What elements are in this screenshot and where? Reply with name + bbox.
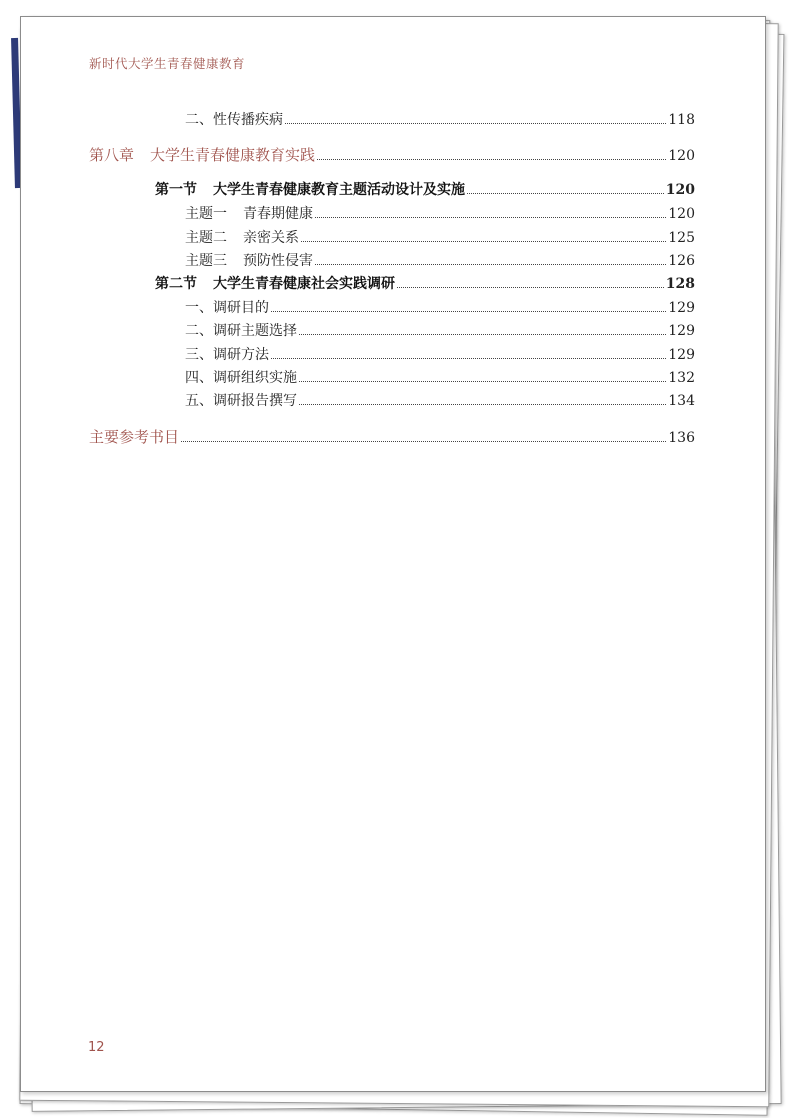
dot-leader <box>315 217 666 218</box>
toc-entry-page: 129 <box>668 347 695 363</box>
toc-entry-page: 136 <box>668 430 695 446</box>
toc-entry-page: 118 <box>668 112 695 128</box>
toc-entry-page: 126 <box>668 253 695 269</box>
table-of-contents <box>21 17 765 1091</box>
dot-leader <box>317 159 666 160</box>
dot-leader <box>271 311 666 312</box>
toc-entry-page: 120 <box>668 148 695 164</box>
chapter-label: 第八章 <box>89 146 135 164</box>
toc-entry-survey-method[interactable] <box>185 344 695 364</box>
dot-leader <box>271 358 666 359</box>
toc-theme-2[interactable] <box>185 227 695 247</box>
section-title: 大学生青春健康社会实践调研 <box>213 276 395 292</box>
dot-leader <box>301 241 666 242</box>
theme-title: 亲密关系 <box>243 230 299 246</box>
running-head: 新时代大学生青春健康教育 <box>89 56 246 71</box>
toc-entry-page: 129 <box>668 300 695 316</box>
toc-entry-survey-purpose[interactable] <box>185 297 695 317</box>
toc-entry-title: 二、调研主题选择 <box>185 323 297 339</box>
dot-leader <box>299 334 666 335</box>
toc-entry-page: 129 <box>668 323 695 339</box>
theme-title: 预防性侵害 <box>243 253 313 269</box>
toc-section-2[interactable] <box>155 273 695 293</box>
toc-entry-page: 125 <box>668 230 695 246</box>
toc-entry-survey-report[interactable] <box>185 390 695 410</box>
toc-entry-title: 二、性传播疾病 <box>185 112 283 128</box>
toc-section-1[interactable] <box>155 179 695 199</box>
toc-chapter-8[interactable] <box>89 144 695 165</box>
toc-page <box>20 16 766 1092</box>
references-title: 主要参考书目 <box>89 428 180 446</box>
toc-references[interactable] <box>89 426 695 447</box>
dot-leader <box>181 441 666 442</box>
section-title: 大学生青春健康教育主题活动设计及实施 <box>213 182 465 198</box>
toc-entry-page: 120 <box>665 182 695 198</box>
theme-label: 主题二 <box>185 230 227 246</box>
toc-entry-title: 五、调研报告撰写 <box>185 393 297 409</box>
toc-theme-3[interactable] <box>185 250 695 270</box>
theme-title: 青春期健康 <box>243 206 313 222</box>
section-label: 第二节 <box>155 276 197 292</box>
toc-entry-page: 132 <box>668 370 695 386</box>
dot-leader <box>299 381 666 382</box>
theme-label: 主题一 <box>185 206 227 222</box>
section-label: 第一节 <box>155 182 197 198</box>
page-number: 12 <box>88 1040 105 1055</box>
toc-entry-sexual-disease[interactable] <box>185 109 695 129</box>
toc-entry-page: 120 <box>668 206 695 222</box>
theme-label: 主题三 <box>185 253 227 269</box>
dot-leader <box>397 287 664 288</box>
toc-entry-page: 128 <box>665 276 695 292</box>
toc-entry-page: 134 <box>668 393 695 409</box>
dot-leader <box>285 123 666 124</box>
chapter-title: 大学生青春健康教育实践 <box>150 146 316 164</box>
dot-leader <box>467 193 664 194</box>
toc-entry-title: 一、调研目的 <box>185 300 269 316</box>
toc-entry-survey-topic[interactable] <box>185 320 695 340</box>
toc-entry-title: 三、调研方法 <box>185 347 269 363</box>
toc-entry-title: 四、调研组织实施 <box>185 370 297 386</box>
dot-leader <box>315 264 666 265</box>
toc-entry-survey-organization[interactable] <box>185 367 695 387</box>
toc-theme-1[interactable] <box>185 203 695 223</box>
dot-leader <box>299 404 666 405</box>
